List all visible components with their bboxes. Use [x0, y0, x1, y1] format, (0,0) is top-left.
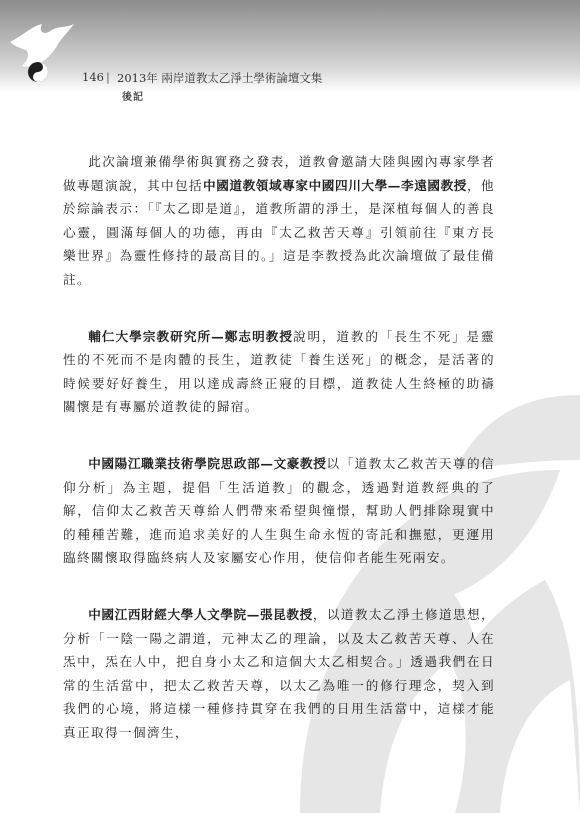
page-number: 146 — [82, 70, 104, 84]
paragraph-text: 此次論壇兼備學術與實務之發表，道教會邀請大陸與國內專家學者做專題演說，其中包括 — [63, 154, 495, 193]
paragraph-3 — [63, 452, 495, 570]
body-text — [63, 150, 495, 777]
scholar-name: 輔仁大學宗教研究所—鄭志明教授 — [88, 328, 294, 344]
paragraph-text: 以「道教太乙救苦天尊的信仰分析」為主題，提倡「生活道教」的觀念，透過對道教經典的了解，信仰太乙救苦天尊給人們帶來希望與憧憬，幫助人們排除現實中的種種苦難，進而追求美好的人生與生命永恆的寄託和撫慰，更運用臨終關懷取得臨終病人及家屬安心作用，使信仰者能生死兩安。 — [63, 455, 495, 566]
paragraph-text: ，他於綜論表示：「『太乙即是道』，道教所謂的淨土，是深植每個人的善良心靈，圓滿每個人的功德，再由『太乙救苦天尊』引領前往『東方長樂世界』為靈性修持的最高目的。」這是李教授為此次論壇做了最佳備註。 — [63, 177, 495, 287]
paragraph-4 — [63, 603, 495, 745]
section-label: 後記 — [122, 92, 144, 103]
paragraph-2 — [63, 325, 495, 419]
book-title: 2013年 兩岸道教太乙淨土學術論壇文集 — [117, 71, 323, 85]
scholar-name: 中國陽江職業技術學院思政部—文豪教授 — [88, 455, 327, 471]
paragraph-text: ，以道教太乙淨土修道思想，分析「一陰一陽之謂道，元神太乙的理論，以及太乙救苦天尊、人在炁中，炁在人中，把自身小太乙和這個大太乙相契合。」透過我們在日常的生活當中，把太乙救苦天尊，以太乙為唯一的修行理念，契入到我們的心境，將這樣一種修持貫穿在我們的日用生活當中，這樣才能真正取得一個濟生， — [63, 606, 496, 740]
scholar-name: 中國江西財經大學人文學院—張昆教授 — [88, 606, 313, 622]
paragraph-1 — [63, 150, 495, 292]
paragraph-text: 說明，道教的「長生不死」是靈性的不死而不是肉體的長生，道教徒「養生送死」的概念，是活著的時候要好好養生，用以達成壽終正寢的目標，道教徒人生終極的助禱關懷是有專屬於道教徒的歸宿。 — [63, 328, 496, 415]
header-separator: | — [106, 70, 110, 84]
taiji-crane-logo — [8, 22, 78, 84]
scholar-name: 中國道教領域專家中國四川大學—李遠國教授 — [203, 177, 467, 193]
